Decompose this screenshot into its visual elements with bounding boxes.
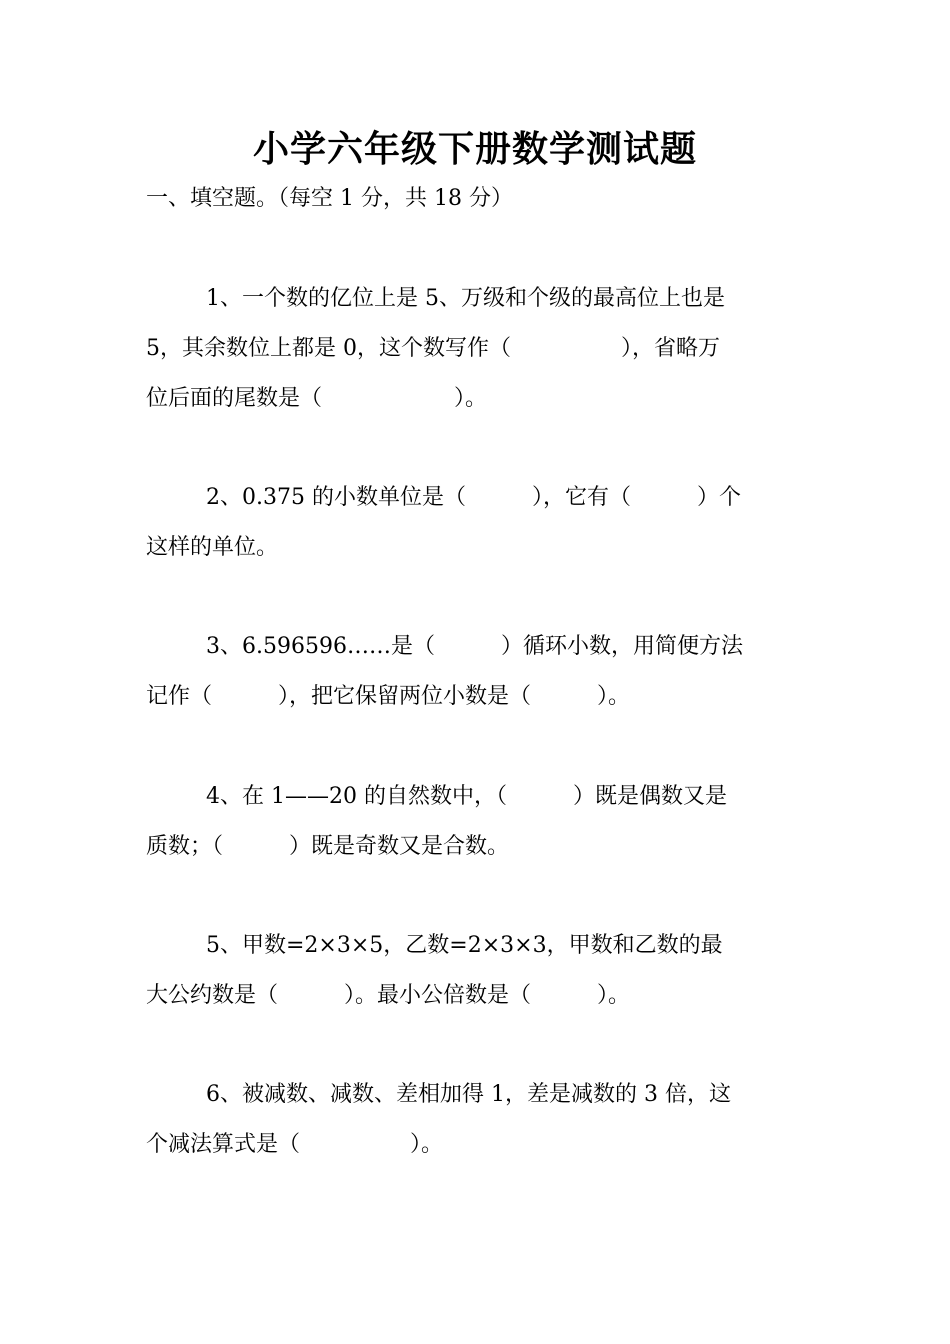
section-heading: 一、填空题。（每空 1 分，共 18 分） [146,186,513,211]
question-5 [146,921,806,1021]
question-line: 记作（ ），把它保留两位小数是（ ）。 [146,684,631,709]
question-line: 5，其余数位上都是 0，这个数写作（ ），省略万 [146,336,720,361]
question-line: 2、0.375 的小数单位是（ ），它有（ ）个 [206,485,741,510]
question-line: 质数；（ ）既是奇数又是合数。 [146,834,510,859]
question-line: 大公约数是（ ）。最小公倍数是（ ）。 [146,983,631,1008]
page-title: 小学六年级下册数学测试题 [252,129,697,170]
question-line: 这样的单位。 [146,535,279,560]
question-line: 个减法算式是（ ）。 [146,1132,444,1157]
question-6 [146,1070,806,1170]
question-4 [146,772,806,872]
question-line: 1、一个数的亿位上是 5、万级和个级的最高位上也是 [206,286,725,311]
question-line: 3、6.596596……是（ ）循环小数，用简便方法 [206,634,743,659]
question-line: 6、被减数、减数、差相加得 1，差是减数的 3 倍，这 [206,1082,731,1107]
question-line: 位后面的尾数是（ ）。 [146,386,488,411]
question-3 [146,622,806,722]
question-line: 4、在 1——20 的自然数中，（ ）既是偶数又是 [206,784,727,809]
question-1 [146,274,806,424]
question-2 [146,473,806,573]
question-line: 5、甲数=2×3×5，乙数=2×3×3，甲数和乙数的最 [206,933,723,958]
